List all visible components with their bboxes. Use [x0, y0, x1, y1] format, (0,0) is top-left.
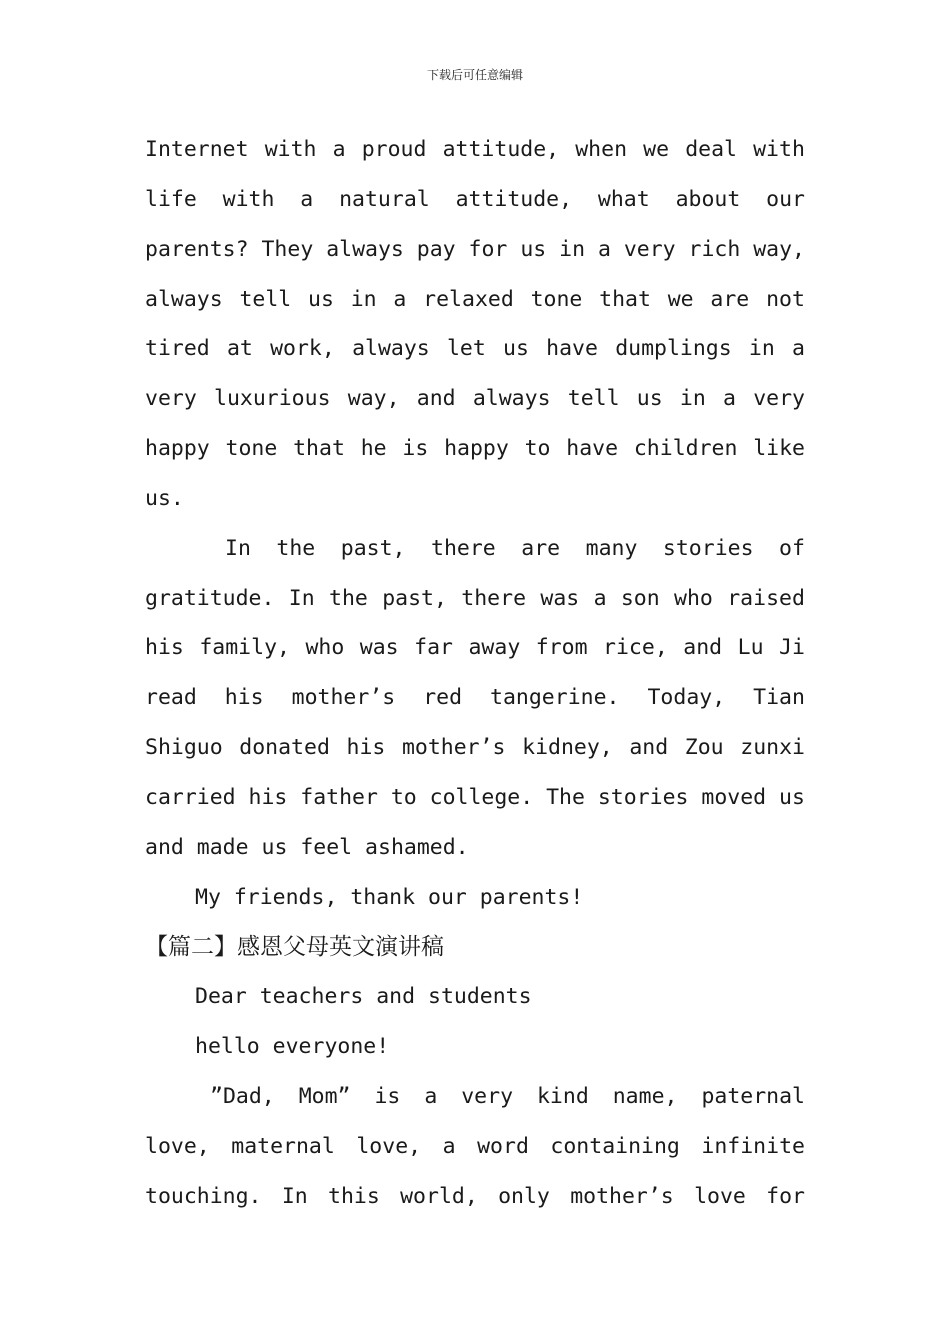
- word: tone: [225, 436, 278, 462]
- word: tell: [567, 386, 620, 412]
- document-body: [145, 125, 805, 1222]
- word: a: [424, 1084, 438, 1110]
- word: In: [225, 535, 251, 561]
- word: to: [390, 784, 417, 810]
- word: stories: [597, 784, 689, 810]
- word: far: [414, 635, 453, 661]
- word: past,: [382, 585, 447, 611]
- word: rich: [688, 236, 741, 262]
- word: son: [620, 585, 660, 611]
- text-line: Dear teachers and students: [195, 984, 532, 1010]
- text-line: [145, 673, 805, 723]
- word: was: [540, 585, 580, 611]
- word: dumplings: [615, 336, 732, 362]
- word: tone: [530, 286, 583, 312]
- word: red: [423, 685, 463, 711]
- word: luxurious: [214, 386, 331, 412]
- word: his: [346, 735, 386, 761]
- word: kidney,: [522, 735, 613, 761]
- word: who: [674, 585, 713, 611]
- word: us: [636, 386, 663, 412]
- word: from: [535, 635, 588, 661]
- word: he: [360, 436, 387, 462]
- word: his: [248, 784, 288, 810]
- word: a: [332, 137, 346, 162]
- word: that: [293, 436, 345, 462]
- word: pay: [416, 236, 456, 262]
- word: mother’s: [291, 685, 396, 711]
- word: Internet: [145, 137, 249, 162]
- word: always: [472, 386, 551, 412]
- word: in: [350, 286, 377, 312]
- text-line: My friends, thank our parents!: [195, 884, 584, 910]
- word: Lu: [737, 635, 764, 661]
- word: mother’s: [570, 1183, 674, 1209]
- word: relaxed: [423, 286, 514, 312]
- word: with: [222, 186, 275, 212]
- word: very: [461, 1084, 514, 1110]
- word: gratitude.: [145, 585, 275, 611]
- word: let: [446, 336, 486, 362]
- word: proud: [361, 137, 427, 162]
- word: They: [261, 236, 314, 262]
- page-header: 下载后可任意编辑: [426, 68, 523, 82]
- text-line: [145, 125, 805, 175]
- word: for: [766, 1183, 805, 1209]
- word: and: [683, 635, 723, 661]
- text-line: [145, 374, 805, 424]
- word: is: [374, 1084, 401, 1110]
- text-line: [145, 524, 805, 574]
- text-line: [145, 1072, 805, 1122]
- word: love,: [145, 1133, 210, 1159]
- word: rice,: [603, 635, 668, 661]
- word: Today,: [647, 685, 726, 711]
- word: family,: [199, 635, 290, 661]
- word: kind: [536, 1084, 589, 1110]
- word: In: [281, 1183, 308, 1209]
- word: our: [766, 186, 805, 212]
- text-line: [145, 773, 805, 823]
- word: a: [723, 386, 736, 412]
- word: always: [326, 236, 404, 262]
- word: are: [710, 286, 750, 312]
- text-line: [145, 175, 805, 225]
- text-line: [145, 225, 805, 275]
- word: Shiguo: [145, 735, 223, 761]
- word: natural: [339, 186, 430, 212]
- word: when: [575, 137, 628, 162]
- word: who: [305, 635, 345, 661]
- word: the: [276, 535, 316, 561]
- text-line: [145, 275, 805, 325]
- word: very: [753, 386, 805, 412]
- word: way,: [753, 236, 805, 262]
- word: The: [546, 784, 585, 810]
- word: infinite: [701, 1133, 805, 1159]
- word: in: [559, 236, 586, 262]
- text-line: us.: [145, 485, 184, 511]
- text-line: [145, 324, 805, 374]
- text-line: and made us feel ashamed.: [145, 834, 469, 860]
- word: there: [461, 585, 527, 611]
- word: world,: [400, 1183, 478, 1209]
- word: very: [145, 386, 197, 412]
- word: his: [145, 635, 184, 661]
- word: father: [300, 784, 378, 810]
- word: the: [329, 585, 368, 611]
- text-line: [145, 424, 805, 474]
- word: read: [145, 685, 197, 711]
- word: happy: [444, 436, 509, 462]
- word: a: [597, 236, 611, 262]
- word: like: [753, 436, 805, 462]
- text-line: [145, 1122, 805, 1172]
- word: his: [224, 685, 264, 711]
- word: is: [402, 436, 429, 462]
- word: word: [477, 1133, 529, 1159]
- word: raised: [727, 585, 805, 611]
- word: away: [468, 635, 521, 661]
- word: of: [779, 535, 805, 561]
- word: with: [264, 137, 317, 162]
- word: in: [679, 386, 706, 412]
- word: we: [643, 137, 670, 162]
- word: with: [753, 137, 805, 162]
- word: touching.: [145, 1183, 262, 1209]
- word: name,: [612, 1084, 678, 1110]
- text-line: [145, 623, 805, 673]
- word: tangerine.: [490, 685, 620, 711]
- text-line: [145, 723, 805, 773]
- word: many: [585, 535, 638, 561]
- word: attitude,: [455, 186, 573, 212]
- word: maternal: [231, 1133, 335, 1159]
- word: past,: [340, 535, 406, 561]
- word: children: [633, 436, 738, 462]
- word: was: [359, 635, 399, 661]
- word: a: [792, 336, 805, 362]
- word: always: [352, 336, 430, 362]
- word: for: [468, 236, 508, 262]
- word: have: [566, 436, 619, 462]
- word: Ji: [779, 635, 805, 661]
- word: Tian: [753, 685, 805, 711]
- word: and: [416, 386, 456, 412]
- word: tired: [145, 336, 210, 362]
- word: there: [431, 535, 496, 561]
- text-line: hello everyone!: [195, 1034, 390, 1060]
- word: at: [226, 336, 253, 362]
- word: have: [546, 336, 598, 362]
- word: not: [766, 286, 805, 312]
- word: and: [629, 735, 669, 761]
- word: tell: [239, 286, 292, 312]
- word: only: [498, 1183, 550, 1209]
- text-line: [145, 574, 805, 624]
- word: paternal: [701, 1084, 805, 1110]
- word: work,: [270, 336, 335, 362]
- word: a: [300, 186, 314, 212]
- word: a: [593, 585, 607, 611]
- word: us: [520, 236, 547, 262]
- word: very: [623, 236, 676, 262]
- word: In: [288, 585, 315, 611]
- word: life: [145, 186, 197, 212]
- word: to: [524, 436, 551, 462]
- word: moved: [701, 784, 767, 810]
- word: us: [308, 286, 334, 312]
- word: zunxi: [740, 735, 805, 761]
- word: donated: [239, 735, 330, 761]
- word: a: [393, 286, 407, 312]
- section-heading: 【篇二】感恩父母英文演讲稿: [145, 933, 444, 960]
- word: happy: [145, 436, 210, 462]
- word: us: [779, 784, 805, 810]
- word: we: [667, 286, 694, 312]
- word: Mom”: [298, 1084, 351, 1110]
- word: mother’s: [401, 735, 506, 761]
- word: that: [599, 286, 651, 312]
- word: love,: [356, 1133, 422, 1159]
- word: containing: [550, 1133, 680, 1159]
- word: way,: [347, 386, 400, 412]
- word: love: [694, 1183, 746, 1209]
- word: carried: [145, 784, 236, 810]
- word: deal: [685, 137, 737, 162]
- word: this: [328, 1183, 380, 1209]
- word: in: [748, 336, 775, 362]
- word: attitude,: [442, 137, 560, 162]
- word: about: [675, 186, 741, 212]
- word: stories: [662, 535, 754, 561]
- text-line: [145, 1172, 805, 1222]
- word: us: [503, 336, 529, 362]
- word: ”Dad,: [210, 1084, 275, 1110]
- word: what: [597, 186, 650, 212]
- word: parents?: [145, 236, 249, 262]
- word: college.: [429, 784, 534, 810]
- word: a: [442, 1133, 456, 1159]
- word: always: [145, 286, 223, 312]
- word: Zou: [684, 735, 724, 761]
- word: are: [521, 535, 561, 561]
